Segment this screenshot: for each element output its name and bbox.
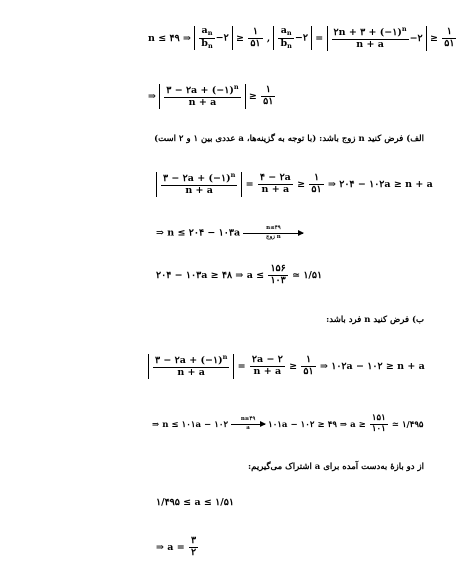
equation-1: n ≤ ۴۹ ⇒ $\frac{a_n}{b_n}$ −۲ ≥ $\frac{۱}{۵۱}$ , $\frac{a_n}{b_n}$ −۲ = $\frac{۲n + ۳ + (-۱)^n}{n + a}$ −۲ ≥ $\frac{۱}{۵۱}$ bbox=[148, 25, 455, 50]
eq7-arrow: $\frac{n\ge ۴۹}{a}$ bbox=[231, 417, 265, 431]
eq3-frac-3: $\frac{۱}{۵۱}$ bbox=[311, 172, 322, 195]
eq3-frac-2: $\frac{۴ - ۲a}{n + a}$ bbox=[259, 172, 291, 195]
equation-9: ⇒ a = $\frac{۳}{۲}$ bbox=[156, 535, 197, 558]
eq4-arrow: n≤۴۹ زوج n bbox=[243, 226, 303, 240]
equation-3: $\frac{۳ - ۲a + (-۱)^n}{n + a}$ = $\frac{۴ - ۲a}{n + a}$ ≥ $\frac{۱}{۵۱}$ ⇒ ۲۰۴ − ۱۰۲a ≥ n + a bbox=[156, 172, 433, 197]
eq2-abs: $\frac{۳ - ۲a + (-۱)^n}{n + a}$ bbox=[159, 84, 245, 109]
eq3-abs: $\frac{۳ - ۲a + (-۱)^n}{n + a}$ bbox=[156, 172, 242, 197]
equation-6: $\frac{۳ - ۲a + (-۱)^n}{n + a}$ = $\frac{۲a - ۲}{n + a}$ ≥ $\frac{۱}{۵۱}$ ⇒ ۱۰۲a − ۱۰۲ ≥ n + a bbox=[148, 354, 425, 379]
eq1-frac-1: $\frac{۱}{۵۱}$ bbox=[250, 26, 261, 49]
eq1-left: n ≤ ۴۹ ⇒ bbox=[148, 32, 191, 44]
eq6-abs: $\frac{۳ - ۲a + (-۱)^n}{n + a}$ bbox=[148, 354, 234, 379]
eq5-frac: $\frac{۱۵۶}{۱۰۳}$ bbox=[270, 263, 286, 286]
equation-2: ⇒ $\frac{۳ - ۲a + (-۱)^n}{n + a}$ ≥ $\frac{۱}{۵۱}$ bbox=[148, 83, 274, 108]
eq9-frac: $\frac{۳}{۲}$ bbox=[191, 535, 197, 558]
equation-7: ⇒ n ≤ ۱۰۱a − ۱۰۲ $\frac{n\ge ۴۹}{a}$ ۱۰۱a − ۱۰۲ ≥ ۴۹ ⇒ a ≥ $\frac{۱۵۱}{۱۰۱}$ ≃ ۱/۴۹۵ bbox=[152, 413, 424, 434]
case-b-text: ب) فرض کنید n فرد باشد: bbox=[326, 315, 424, 325]
eq1-abs-1: $\frac{a_n}{b_n}$ −۲ bbox=[194, 26, 232, 50]
case-a-text: الف) فرض کنید n زوج باشد: (با توجه به گزینه‌ها، a عددی بین ۱ و ۲ است) bbox=[154, 134, 424, 144]
eq1-abs-2: $\frac{a_n}{b_n}$ −۲ bbox=[273, 26, 311, 50]
equation-8: ۱/۴۹۵ ≤ a ≤ ۱/۵۱ bbox=[156, 497, 234, 508]
intersection-text: از دو بازهٔ به‌دست آمده برای a اشتراک می‌گیریم: bbox=[248, 462, 424, 472]
equation-5: ۲۰۴ − ۱۰۳a ≥ ۴۸ ⇒ a ≤ $\frac{۱۵۶}{۱۰۳}$ ≃ ۱/۵۱ bbox=[156, 263, 323, 286]
eq1-frac-3: $\frac{۱}{۵۱}$ bbox=[444, 26, 455, 49]
eq6-frac-3: $\frac{۱}{۵۱}$ bbox=[303, 354, 314, 377]
eq6-frac-2: $\frac{۲a - ۲}{n + a}$ bbox=[251, 354, 283, 377]
eq7-frac: $\frac{۱۵۱}{۱۰۱}$ bbox=[371, 413, 386, 434]
equation-4: ⇒ n ≤ ۲۰۴ − ۱۰۳a n≤۴۹ زوج n bbox=[156, 226, 303, 240]
eq1-abs-3: $\frac{۲n + ۳ + (-۱)^n}{n + a}$ −۲ bbox=[327, 26, 427, 51]
eq2-frac: $\frac{۱}{۵۱}$ bbox=[263, 84, 274, 107]
